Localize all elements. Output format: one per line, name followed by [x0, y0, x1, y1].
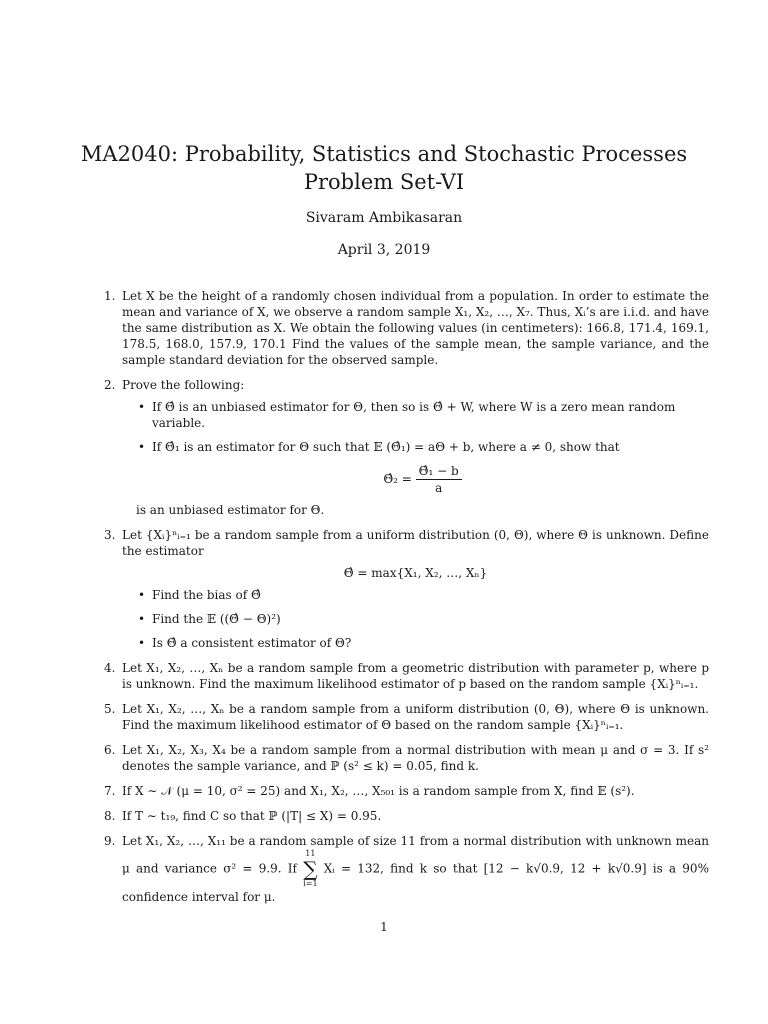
summation-symbol: ∑ [303, 857, 318, 881]
problem-text: If T ∼ t₁₉, find C so that ℙ (|T| ≤ X) = 0.95. [122, 809, 382, 823]
problem-number: 8. [104, 809, 116, 823]
problem-4 [104, 660, 709, 692]
problem-number: 3. [104, 528, 116, 542]
problem-tail-text: is an unbiased estimator for Θ. [136, 503, 325, 517]
title-line-2: Problem Set-VI [303, 170, 465, 194]
problem-text-part-a: Let X₁, X₂, …, X₁₁ be a random sample of size 11 from a normal distribution with unknown mean μ and variance σ² = 9.9. If [122, 834, 709, 876]
problem-number: 4. [104, 661, 116, 675]
summation [303, 849, 317, 889]
bullet-list [136, 587, 709, 651]
problem-text: Let X₁, X₂, …, Xₙ be a random sample from a uniform distribution (0, Θ), where Θ is unknown. Find the maximum likelihood estimator of Θ based on the random sample {Xᵢ}ⁿᵢ₌₁. [122, 702, 709, 732]
problem-8 [104, 808, 709, 824]
author: Sivaram Ambikasaran [305, 210, 463, 226]
summation-upper-limit: 11 [305, 849, 316, 858]
equation: Θ̂ = max{X₁, X₂, …, Xₙ} [343, 566, 488, 580]
fraction-denominator: a [435, 481, 443, 495]
problem-number: 2. [104, 378, 116, 392]
problem-text: Let X₁, X₂, …, Xₙ be a random sample from a geometric distribution with parameter p, where p is unknown. Find the maximum likelihood estimator of p based on the random sample {Xᵢ}ⁿᵢ₌₁. [122, 661, 709, 691]
document-title [0, 140, 768, 196]
fraction [416, 463, 462, 496]
problem-3 [104, 527, 709, 651]
problem-number: 6. [104, 743, 116, 757]
problem-7 [104, 783, 709, 799]
title-line-1: MA2040: Probability, Statistics and Stochastic Processes [80, 142, 688, 166]
bullet-item: • If Θ̂₁ is an estimator for Θ such that 𝔼 (Θ̂₁) = aΘ + b, where a ≠ 0, show that [136, 439, 709, 455]
problem-2 [104, 377, 709, 518]
problem-5 [104, 701, 709, 733]
page-number: 1 [380, 920, 388, 934]
bullet-list [136, 399, 709, 518]
problem-text-part-b: Xᵢ = 132, find k so that [12 − k√0.9, 12 + k√0.9] is a 90% confidence interval for μ. [122, 861, 709, 904]
problem-text: Prove the following: [122, 378, 245, 392]
equation [136, 463, 709, 496]
problem-text: Let {Xᵢ}ⁿᵢ₌₁ be a random sample from a uniform distribution (0, Θ), where Θ is unknown. Define the estimator [122, 528, 709, 558]
problem-number: 1. [104, 289, 116, 303]
problem-1 [104, 288, 709, 368]
problem-text: Let X be the height of a randomly chosen individual from a population. In order to estimate the mean and variance of X, we observe a random sample X₁, X₂, …, X₇. Thus, Xᵢ’s are i.i.d. and have the same distribution as X. We obtain the following values (in centimeters): 166.8, 171.4, 169.1, 178.5, 168.0, 157.9, 170.1 Find the values of the sample mean, the sample variance, and the sample standard deviation for the observed sample. [122, 289, 709, 367]
fraction-numerator: Θ̂₁ − b [416, 463, 462, 480]
problem-9 [104, 833, 709, 905]
problem-6 [104, 742, 709, 774]
problem-number: 7. [104, 784, 116, 798]
summation-lower-limit: i=1 [303, 879, 318, 888]
bullet-item: • Find the bias of Θ̂ [136, 587, 709, 603]
problem-number: 5. [104, 702, 116, 716]
bullet-item: • Is Θ̂ a consistent estimator of Θ? [136, 635, 709, 651]
date: April 3, 2019 [337, 242, 431, 258]
problem-text: If X ∼ 𝒩 (μ = 10, σ² = 25) and X₁, X₂, …, X₅₀₁ is a random sample from X, find 𝔼 (s²). [122, 784, 635, 798]
problem-text: Let X₁, X₂, X₃, X₄ be a random sample from a normal distribution with mean μ and σ = 3. If s² denotes the sample variance, and ℙ (s² ≤ k) = 0.05, find k. [122, 743, 709, 773]
equation-lhs: Θ̂₂ = [383, 472, 412, 486]
bullet-item: • If Θ̂ is an unbiased estimator for Θ, then so is Θ̂ + W, where W is a zero mean random variable. [136, 399, 709, 431]
problem-number: 9. [104, 834, 116, 848]
bullet-item: • Find the 𝔼 ((Θ̂ − Θ)²) [136, 611, 709, 627]
problem-list [104, 288, 709, 914]
